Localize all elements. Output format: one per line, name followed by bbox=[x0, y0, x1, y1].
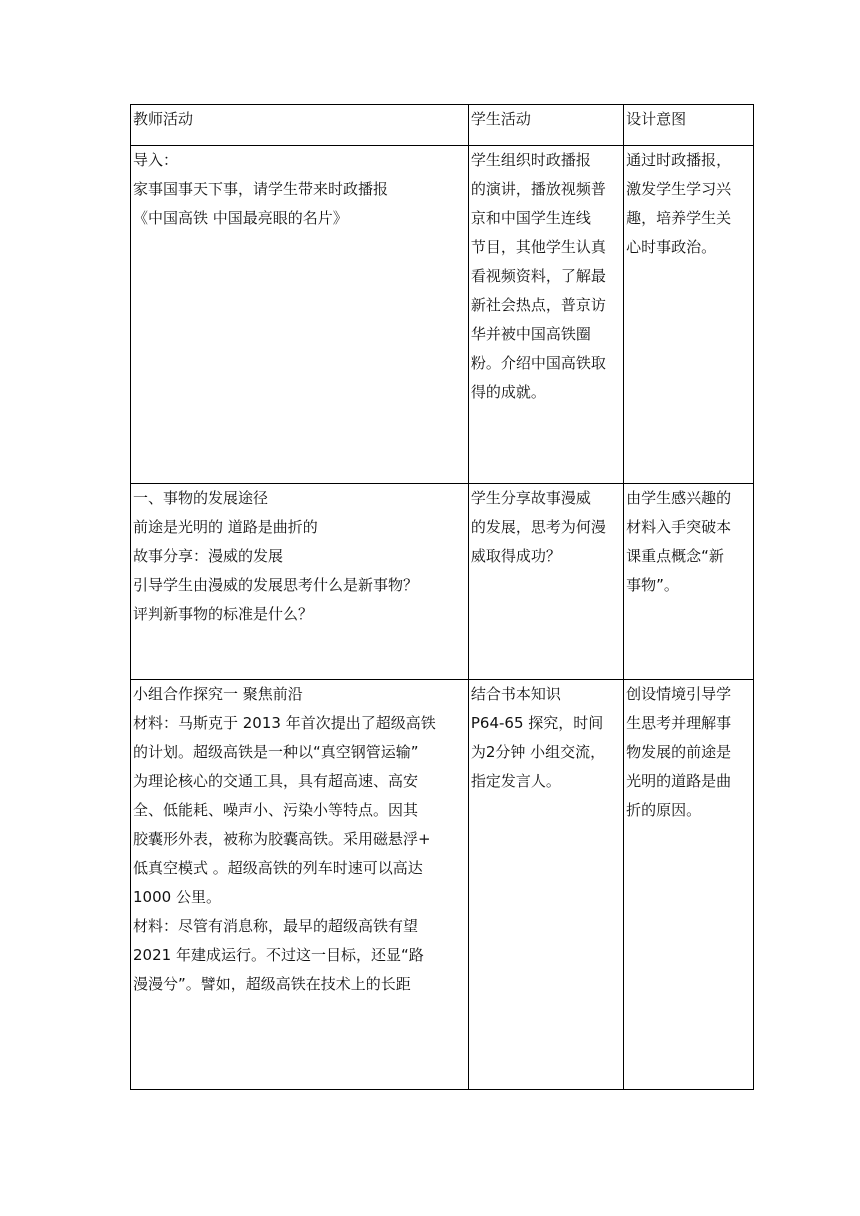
design-intent-cell bbox=[624, 484, 754, 680]
cell-text-line: 创设情境引导学 bbox=[626, 685, 732, 703]
student-activity-cell bbox=[468, 680, 623, 1090]
design-intent-cell bbox=[624, 146, 754, 484]
cell-text-line: 评判新事物的标准是什么？ bbox=[133, 605, 314, 623]
cell-text-line: 物发展的前途是 bbox=[626, 743, 732, 761]
cell-text-line: 生思考并理解事 bbox=[626, 714, 732, 732]
cell-text-line: 结合书本知识 bbox=[470, 685, 561, 703]
header-design-intent: 设计意图 bbox=[624, 105, 754, 146]
cell-text-line: 光明的道路是曲 bbox=[626, 772, 732, 790]
cell-text-line: 的计划。超级高铁是一种以“真空钢管运输” bbox=[133, 743, 419, 761]
cell-text-line: 前途是光明的 道路是曲折的 bbox=[133, 518, 318, 536]
cell-text-line: 事物”。 bbox=[626, 576, 679, 594]
cell-text-line: 学生组织时政播报 bbox=[470, 151, 591, 169]
cell-text-line: 为理论核心的交通工具，具有超高速、高安 bbox=[133, 772, 419, 790]
cell-text-line: 课重点概念“新 bbox=[626, 547, 724, 565]
cell-text-line: 材料：尽管有消息称，最早的超级高铁有望 bbox=[133, 917, 419, 935]
cell-text-line: 激发学生学习兴 bbox=[626, 180, 732, 198]
cell-text-line: 低真空模式 。超级高铁的列车时速可以高达 bbox=[133, 859, 423, 877]
cell-text-line: 看视频资料，了解最 bbox=[470, 267, 606, 285]
cell-text-line: 材料入手突破本 bbox=[626, 518, 732, 536]
cell-text-line: 趣，培养学生关 bbox=[626, 209, 732, 227]
cell-text-line: 折的原因。 bbox=[626, 801, 702, 819]
teacher-activity-cell bbox=[131, 484, 469, 680]
cell-text-line: P64-65 探究，时间 bbox=[470, 714, 604, 732]
cell-text-line: 家事国事天下事，请学生带来时政播报 bbox=[133, 180, 389, 198]
cell-text-line: 粉。介绍中国高铁取 bbox=[470, 354, 606, 372]
cell-text-line: 全、低能耗、噪声小、污染小等特点。因其 bbox=[133, 801, 419, 819]
lesson-plan-table bbox=[130, 104, 754, 1090]
table-row bbox=[131, 146, 754, 484]
cell-text-line: 1000 公里。 bbox=[133, 888, 221, 906]
cell-text-line: 学生分享故事漫威 bbox=[470, 489, 591, 507]
cell-text-line: 胶囊形外表，被称为胶囊高铁。采用磁悬浮+ bbox=[133, 830, 431, 848]
cell-text-line: 华并被中国高铁圈 bbox=[470, 325, 591, 343]
cell-text-line: 得的成就。 bbox=[470, 383, 546, 401]
cell-text-line: 的发展，思考为何漫 bbox=[470, 518, 606, 536]
cell-text-line: 由学生感兴趣的 bbox=[626, 489, 732, 507]
header-student-activity: 学生活动 bbox=[468, 105, 623, 146]
student-activity-cell bbox=[468, 146, 623, 484]
cell-text-line: 2021 年建成运行。不过这一目标，还显“路 bbox=[133, 946, 424, 964]
cell-text-line: 漫漫兮”。譬如，超级高铁在技术上的长距 bbox=[133, 975, 411, 993]
cell-text-line: 小组合作探究一 聚焦前沿 bbox=[133, 685, 303, 703]
cell-text-line: 引导学生由漫威的发展思考什么是新事物？ bbox=[133, 576, 419, 594]
teacher-activity-cell bbox=[131, 680, 469, 1090]
cell-text-line: 京和中国学生连线 bbox=[470, 209, 591, 227]
cell-text-line: 《中国高铁 中国最亮眼的名片》 bbox=[133, 209, 348, 227]
cell-text-line: 通过时政播报， bbox=[626, 151, 732, 169]
cell-text-line: 导入： bbox=[133, 151, 179, 169]
cell-text-line: 节目，其他学生认真 bbox=[470, 238, 606, 256]
cell-text-line: 材料：马斯克于 2013 年首次提出了超级高铁 bbox=[133, 714, 436, 732]
design-intent-cell bbox=[624, 680, 754, 1090]
cell-text-line: 为2分钟 小组交流， bbox=[470, 743, 606, 761]
table-row bbox=[131, 484, 754, 680]
table-header-row bbox=[131, 105, 754, 146]
cell-text-line: 新社会热点，普京访 bbox=[470, 296, 606, 314]
cell-text-line: 的演讲，播放视频普 bbox=[470, 180, 606, 198]
cell-text-line: 一、事物的发展途径 bbox=[133, 489, 269, 507]
cell-text-line: 心时事政治。 bbox=[626, 238, 717, 256]
student-activity-cell bbox=[468, 484, 623, 680]
cell-text-line: 故事分享：漫威的发展 bbox=[133, 547, 284, 565]
teacher-activity-cell bbox=[131, 146, 469, 484]
table-row bbox=[131, 680, 754, 1090]
cell-text-line: 威取得成功？ bbox=[470, 547, 561, 565]
header-teacher-activity: 教师活动 bbox=[131, 105, 469, 146]
cell-text-line: 指定发言人。 bbox=[470, 772, 561, 790]
